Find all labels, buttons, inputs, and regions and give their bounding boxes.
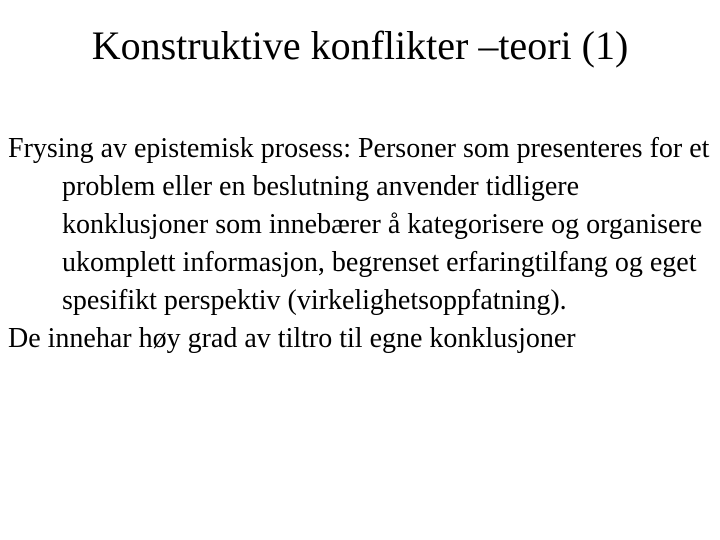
paragraph-epistemic-freezing: Frysing av epistemisk prosess: Personer som presenteres for et problem eller en beslutning anvender tidligere konklusjoner som innebærer å kategorisere og organisere ukomplett informasjon, begrenset erfaringtilfang og eget spesifikt perspektiv (virkelighetsoppfatning). [8, 133, 710, 316]
slide-body [8, 130, 714, 358]
slide-title: Konstruktive konflikter –teori (1) [91, 23, 629, 68]
paragraph-confidence: De innehar høy grad av tiltro til egne konklusjoner [8, 323, 576, 354]
